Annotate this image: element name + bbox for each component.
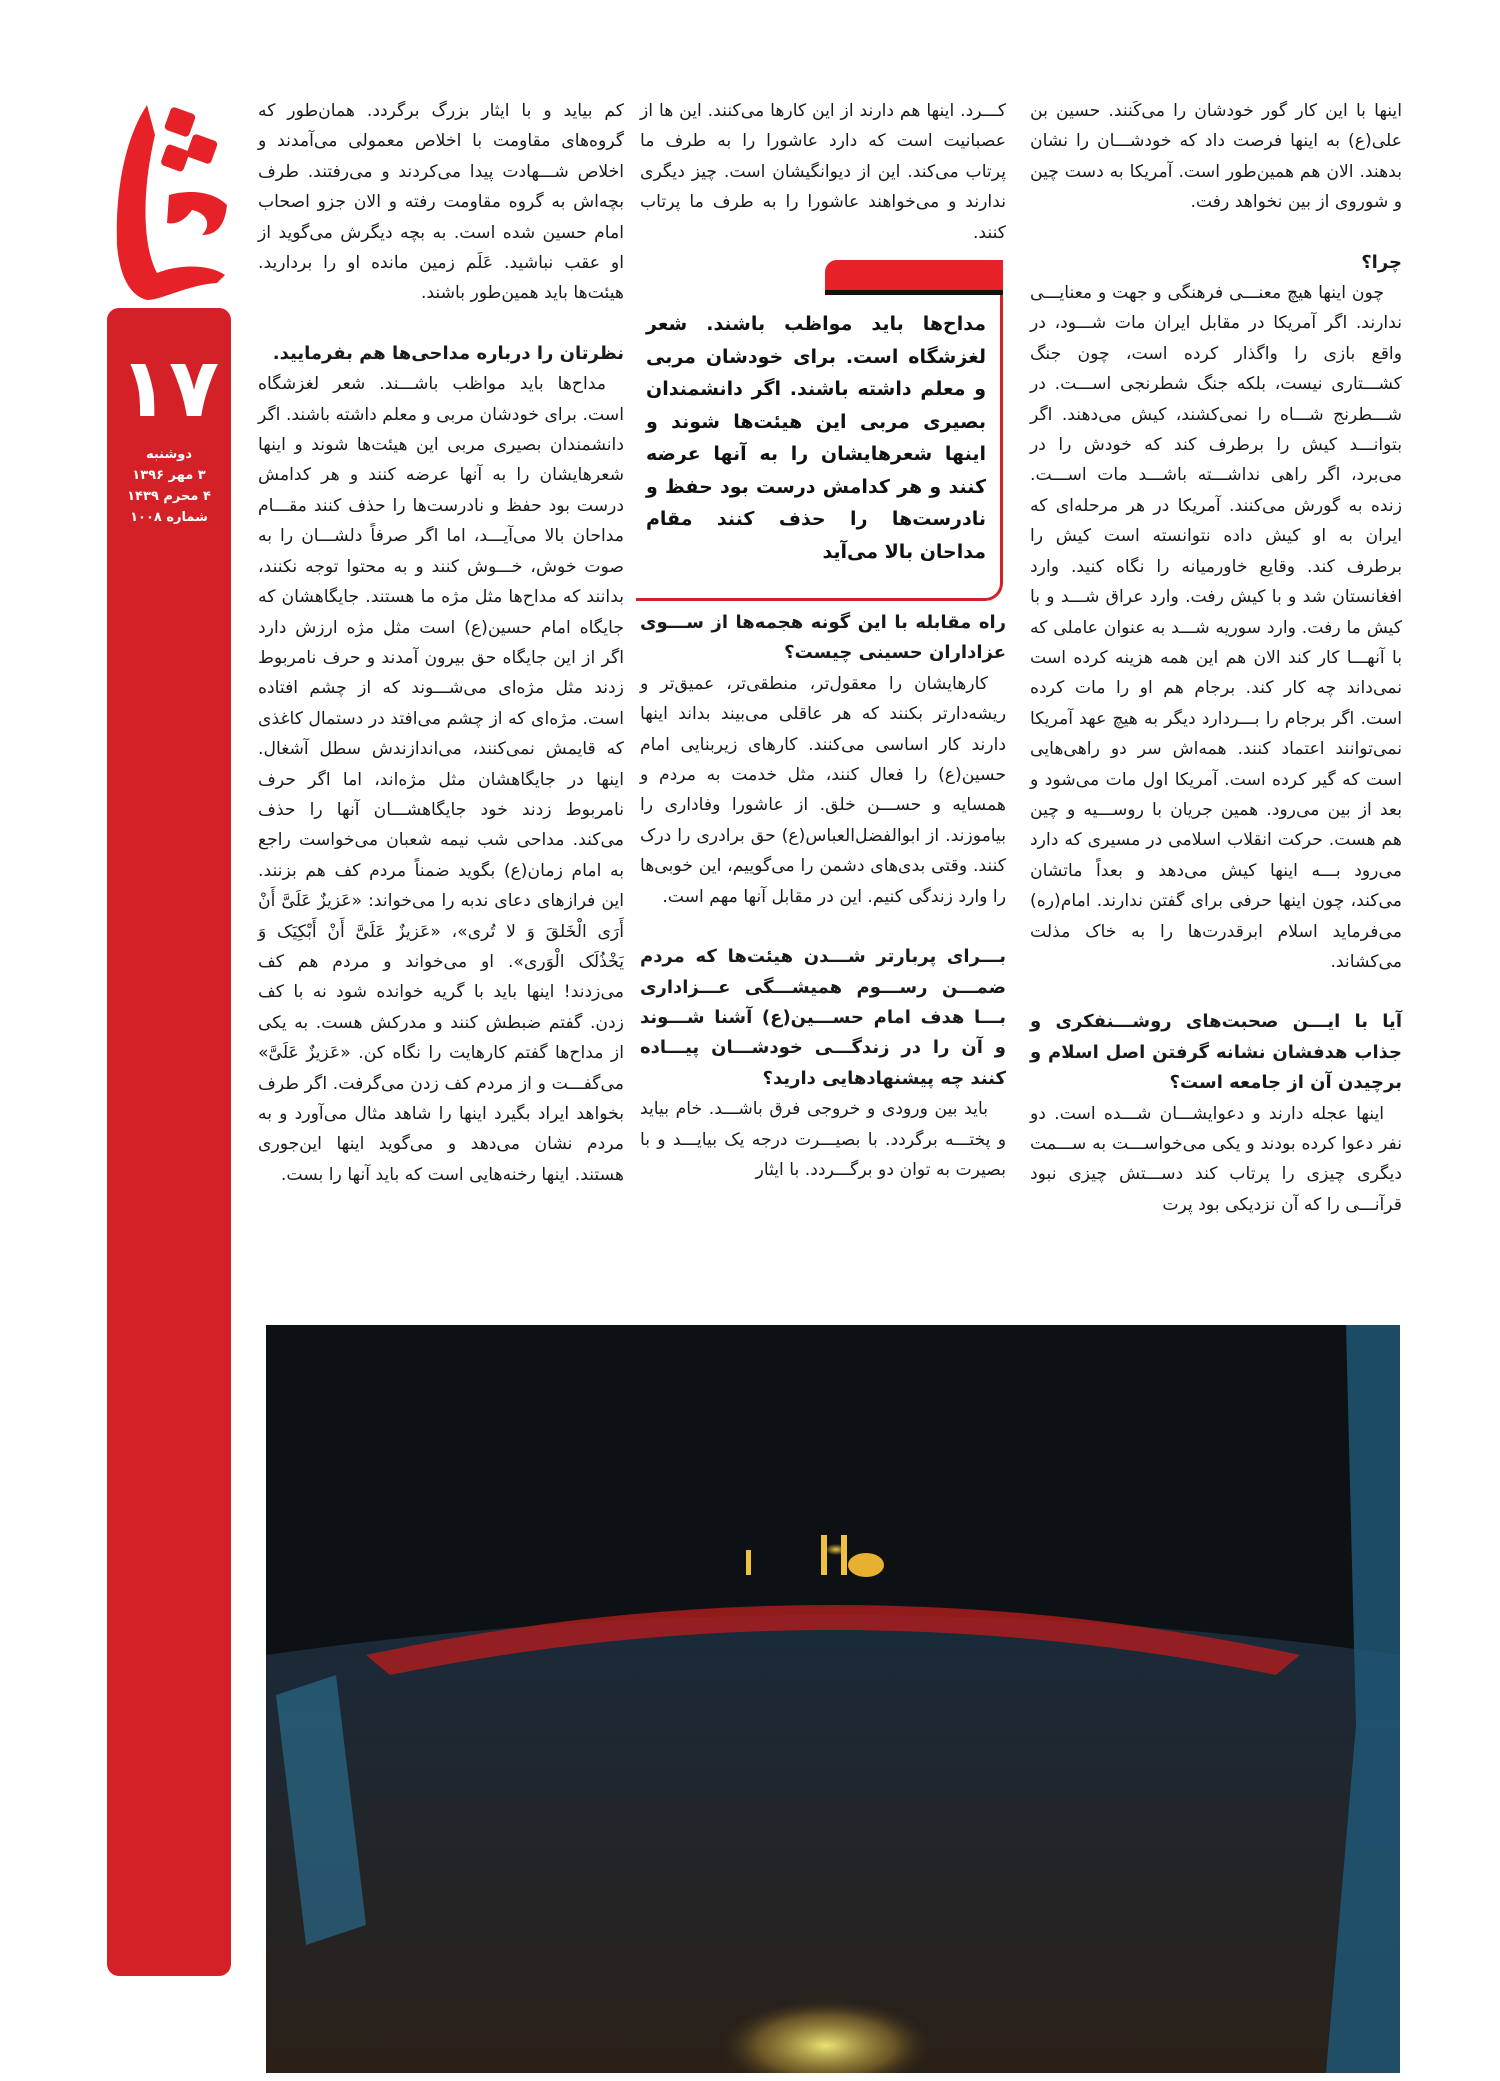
paragraph: مداح‌ها باید مواظب باشـــند. شعر لغزشگاه است. برای خودشان مربی و معلم داشته باشند. اگر دانشمندان بصیری مربی این هیئت‌ها شوند و اینها شعرهایشان را به آنها عرضه کنند و هر کدامش درست بود حفظ و نادرست‌ها را حذف کنند مقـــام مداحان بالا می‌آیـــد، اما اگر صرفاً دلشـــان را به صوت خوش، خـــوش کنند و به محتوا توجه نکنند، بدانند که مداح‌ها مثل مژه ما هستند. جایگاهشان که جایگاه امام حسین(ع) است مثل مژه ارزش دارد اگر از این جایگاه حق بیرون آمدند و حرف نامربوط زدند مثل مژه‌ای می‌شـــوند که از چشم افتاده است. مژه‌ای که از چشم می‌افتد در دستمال کاغذی که قایمش نمی‌کنند، می‌اندازندش سطل آشغال. اینها در جایگاهشان مثل مژه‌اند، اما اگر حرف نامربوط زدند خود جایگاهشـــان آنها را حذف می‌کند. مداحی شب نیمه شعبان می‌خواست راجع به امام زمان(ع) بگوید ضمناً مردم کف هم بزنند. این فرازهای دعای ندبه را می‌خواند: «عَزیزٌ عَلَیَّ أَنْ أَرَی الْخَلقَ وَ لا تُری»، «عَزیزٌ عَلَیَّ أَنْ أَبْکِیَک وَ یَخْذُلَک الْوَری». او می‌خواند و مردم هم کف می‌زدند! اینها باید با گریه خوانده شود نه با کف زدن. گفتم ضبطش کنند و مدرکش هست. به یکی از مداح‌ها گفتم کارهایت را نگاه کن. «عَزیزٌ عَلَیَّ» می‌گفـــت و از مردم کف زدن می‌گرفت. اگر طرف بخواهد ایراد بگیرد اینها را شاهد مثال می‌آورد و به مردم نشان می‌دهد و می‌گوید اینها این‌جوری هستند. اینها رخنه‌هایی است که باید آنها را بست.: [258, 374, 624, 1185]
issue-sidebar: [107, 308, 231, 1976]
interview-question: نظرتان را درباره مداحی‌ها هم بفرمایید.: [272, 342, 624, 364]
masthead-logo: [107, 95, 232, 305]
date-lunar: ۴ محرم ۱۴۳۹: [127, 489, 211, 504]
paragraph: کارهایشان را معقول‌تر، منطقی‌تر، عمیق‌تر و ریشه‌دارتر بکنند که هر عاقلی می‌بیند بداند اینها دارند کار اساسی می‌کنند. کارهای زیربنایی امام حسین(ع) را فعال کنند، مثل خدمت به مردم و همسایه و حســـن خلق. از عاشورا وفاداری را بیاموزند. از ابوالفضل‌العباس(ع) حق برادری را درک کنند. وقتی بدی‌های دشمن را می‌گوییم، این خوبی‌ها را وارد زندگی کنیم. این در مقابل آنها مهم است.: [640, 673, 1006, 907]
paragraph: کـــرد. اینها هم دارند از این کارها می‌کنند. این ها از عصبانیت است که دارد عاشورا را به طرف ما پرتاب می‌کند. این از دیوانگیشان است. چیز دیگری ندارند و می‌خواهند عاشورا را به طرف ما پرتاب کنند.: [640, 101, 1006, 243]
page-number: ۱۷: [118, 341, 220, 436]
date-solar: ۳ مهر ۱۳۹۶: [132, 468, 206, 483]
issue-number: شماره ۱۰۰۸: [130, 510, 208, 525]
interview-question: راه مقابله با این گونه هجمه‌ها از ســـوی عزاداران حسینی چیست؟: [640, 612, 1006, 664]
photo-image-icon: [266, 1325, 1400, 2073]
paragraph: کم بیاید و با ایثار بزرگ برگردد. همان‌طور که گروه‌های مقاومت با اخلاص معمولی می‌آمدند و اخلاص شـــهادت پیدا می‌کردند و می‌رفتند. طرف بچه‌اش به گروه مقاومت رفته و الان جزو اصحاب امام حسین شده است. به بچه دیگرش می‌گوید از او عقب نباشید. عَلَم زمین مانده او را بردارید. هیئت‌ها باید همین‌طور باشند.: [258, 101, 624, 304]
paragraph: باید بین ورودی و خروجی فرق باشـــد. خام بیاید و پختـــه برگردد. با بصیـــرت درجه یک بیایـــد و با بصیرت به توان دو برگـــردد. با ایثار: [640, 1099, 1006, 1180]
pullquote-box: [636, 260, 1003, 601]
logo-glyph-icon: [107, 95, 232, 305]
paragraph: اینها با این کار گور خودشان را می‌کَنند. حسین بن علی(ع) به اینها فرصت داد که خودشـــان را نشان بدهند. الان هم همین‌طور است. آمریکا به دست چین و شوروی از بین نخواهد رفت.: [1030, 101, 1402, 213]
interview-question: چرا؟: [1361, 251, 1402, 273]
article-column-1: [1030, 96, 1402, 1220]
weekday: دوشنبه: [145, 447, 193, 462]
pullquote-red-tab: [825, 260, 1003, 295]
paragraph: چون اینها هیچ معنـــی فرهنگی و جهت و معنایـــی ندارند. اگر آمریکا در مقابل ایران مات شـــود، در واقع بازی را واگذار کرده است، چون جنگ کشـــتاری نیست، بلکه جنگ شطرنجی اســـت. در شـــطرنج شـــاه را نمی‌کشند، کیش می‌دهند. اگر بتوانـــد کیش را برطرف کند که خودش را در می‌برد، اگر راهی نداشـــته باشـــد مات اســـت. زنده به گورش می‌کنند. آمریکا در هر مرحله‌ای که ایران به او کیش داده نتوانسته است کیش را برطرف کند. وقایع خاورمیانه را نگاه کنید. وارد افغانستان شد و با کیش رفت. وارد عراق شـــد و با کیش ما رفت. وارد سوریه شـــد به عنوان عاملی که با آنهـــا کار کند الان هم این همه هزینه کرده است نمی‌داند چه کار کند. برجام هم او را مات کرده است. اگر برجام را بـــردارد دیگر به هیچ عهد آمریکا نمی‌توانند اعتماد کنند. همه‌اش سر دو راهی‌هایی است که گیر کرده است. آمریکا اول مات می‌شود و بعد از بین می‌رود. همین جریان با روســـیه و چین هم هست. حرکت انقلاب اسلامی در مسیری که دارد می‌رود بـــه اینها کیش می‌دهد و بعداً ماتشان می‌کند، چون اینها حرفی برای گفتن ندارند. امام(ره) می‌فرماید اسلام ابرقدرت‌ها را به خاک مذلت می‌کشاند.: [1030, 283, 1402, 972]
paragraph: اینها عجله دارند و دعوایشـــان شـــده است. دو نفر دعوا کرده بودند و یکی می‌خواســـت به ســـمت دیگری چیزی را پرتاب کند دســـتش چیزی نبود قرآنـــی را که آن نزدیکی بود پرت: [1030, 1103, 1402, 1215]
pullquote-text: مداح‌ها باید مواظب باشند. شعر لغزشگاه است. برای خودشان مربی و معلم داشته باشند. اگر دانشمندان بصیری مربی این هیئت‌ها شوند و اینها شعرهایشان را به آنها عرضه کنند و هر کدامش درست بود حفظ و نادرست‌ها را حذف کنند مقام مداحان بالا می‌آید: [646, 313, 986, 563]
interview-question: بـــرای پربارتر شـــدن هیئت‌ها که مردم ضمـــن رســـوم همیشـــگی عـــزاداری بـــا هدف امام حســـین(ع) آشنا شـــوند و آن را در زندگـــی خودشـــان پیـــاده کنند چه پیشنهادهایی دارید؟: [640, 946, 1006, 1089]
article-column-3: [258, 96, 624, 1190]
shrine-crowd-photo: [266, 1325, 1400, 2073]
interview-question: آیا با ایـــن صحبت‌های روشـــنفکری و جذاب هدفشان نشانه گرفتن اصل اسلام و برچیدن آن از جامعه است؟: [1030, 1011, 1402, 1094]
